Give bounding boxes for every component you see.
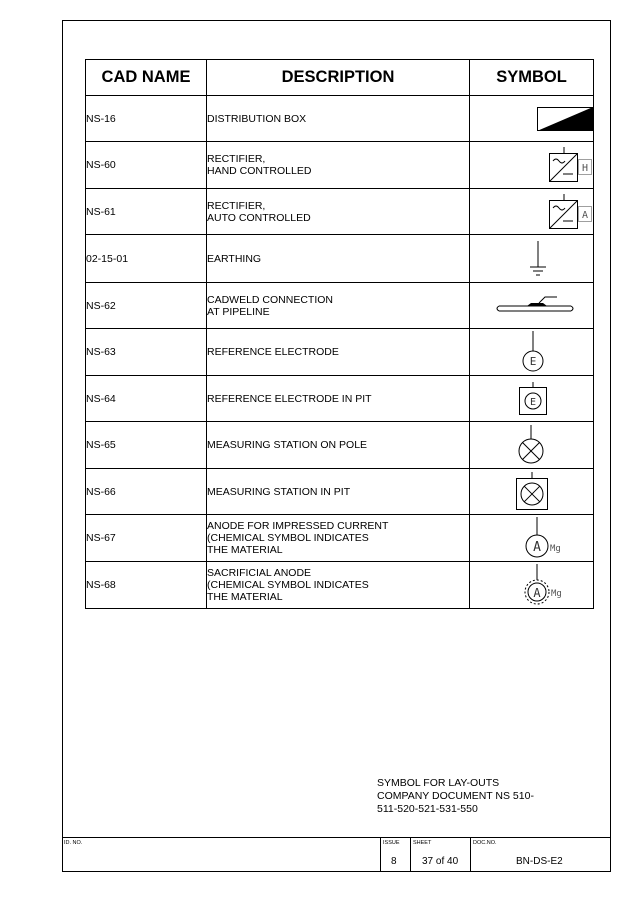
symbol-cell [470,329,594,376]
svg-text:E: E [529,355,537,368]
sacrificial-anode-icon [523,564,573,606]
description: MEASURING STATION IN PIT [207,469,470,515]
table-row [86,235,594,283]
issue-label: ISSUE [383,840,400,846]
note-line: 511-520-521-531-550 [377,803,478,815]
header-cad-name: CAD NAME [86,60,207,96]
svg-text:H: H [581,163,589,174]
symbol-cell [470,142,594,189]
issue-value: 8 [391,856,397,867]
doc-no-label: DOC.NO. [473,840,497,846]
table-row [86,189,594,235]
title-block-divider [470,837,471,872]
cad-name: NS-62 [86,283,207,329]
symbol-cell [470,283,594,329]
symbol-cell [470,376,594,422]
measuring-station-pole-icon [517,425,545,465]
svg-text:E: E [529,396,537,408]
svg-text:A: A [533,540,541,555]
table-row [86,142,594,189]
table-row [86,515,594,562]
description: RECTIFIER, AUTO CONTROLLED [207,189,470,235]
cad-name: NS-63 [86,329,207,376]
sheet-label: SHEET [413,840,432,846]
reference-electrode-icon [521,331,545,373]
title-block-divider [380,837,381,872]
cad-name: NS-67 [86,515,207,562]
svg-text:A: A [581,209,589,221]
svg-text:A: A [533,586,541,600]
table-row [86,329,594,376]
note-line: SYMBOL FOR LAY-OUTS [377,777,500,789]
description: DISTRIBUTION BOX [207,96,470,142]
sheet-value: 37 of 40 [422,856,459,867]
cad-name: NS-65 [86,422,207,469]
rectifier-hand-icon [549,147,593,183]
title-block-top-line [62,837,611,838]
table-row [86,96,594,142]
description: ANODE FOR IMPRESSED CURRENT (CHEMICAL SYMBOL INDICATES THE MATERIAL [207,515,470,562]
title-block-divider [410,837,411,872]
cad-name: NS-68 [86,562,207,609]
table-row [86,562,594,609]
description: MEASURING STATION ON POLE [207,422,470,469]
symbol-table [85,59,594,609]
rectifier-auto-icon [549,194,593,230]
cad-name: NS-16 [86,96,207,142]
description: REFERENCE ELECTRODE IN PIT [207,376,470,422]
impressed-current-anode-icon [523,517,573,559]
description: CADWELD CONNECTION AT PIPELINE [207,283,470,329]
cad-name: NS-60 [86,142,207,189]
description: RECTIFIER, HAND CONTROLLED [207,142,470,189]
cad-name: NS-64 [86,376,207,422]
earthing-icon [528,239,548,279]
cad-name: 02-15-01 [86,235,207,283]
table-row [86,376,594,422]
cadweld-connection-icon [495,293,575,319]
table-header-row [86,60,594,96]
note-line: COMPANY DOCUMENT NS 510- [377,790,534,802]
measuring-station-pit-icon [516,472,548,512]
cad-name: NS-61 [86,189,207,235]
id-no-label: ID. NO. [64,840,83,846]
symbol-cell [470,235,594,283]
table-row [86,469,594,515]
reference-electrode-pit-icon [519,382,547,416]
description: EARTHING [207,235,470,283]
distribution-box-icon [537,107,593,131]
symbol-cell [470,562,594,609]
symbol-cell [470,422,594,469]
symbol-cell [470,96,594,142]
doc-no-value: BN-DS-E2 [516,856,563,867]
header-description: DESCRIPTION [207,60,470,96]
symbol-cell [470,515,594,562]
table-row [86,422,594,469]
symbol-cell [470,189,594,235]
table-row [86,283,594,329]
layout-note [377,777,534,816]
description: SACRIFICIAL ANODE (CHEMICAL SYMBOL INDICATES THE MATERIAL [207,562,470,609]
symbol-cell [470,469,594,515]
svg-text:Mg: Mg [551,589,562,599]
cad-name: NS-66 [86,469,207,515]
header-symbol: SYMBOL [470,60,594,96]
svg-text:Mg: Mg [550,544,561,554]
description: REFERENCE ELECTRODE [207,329,470,376]
